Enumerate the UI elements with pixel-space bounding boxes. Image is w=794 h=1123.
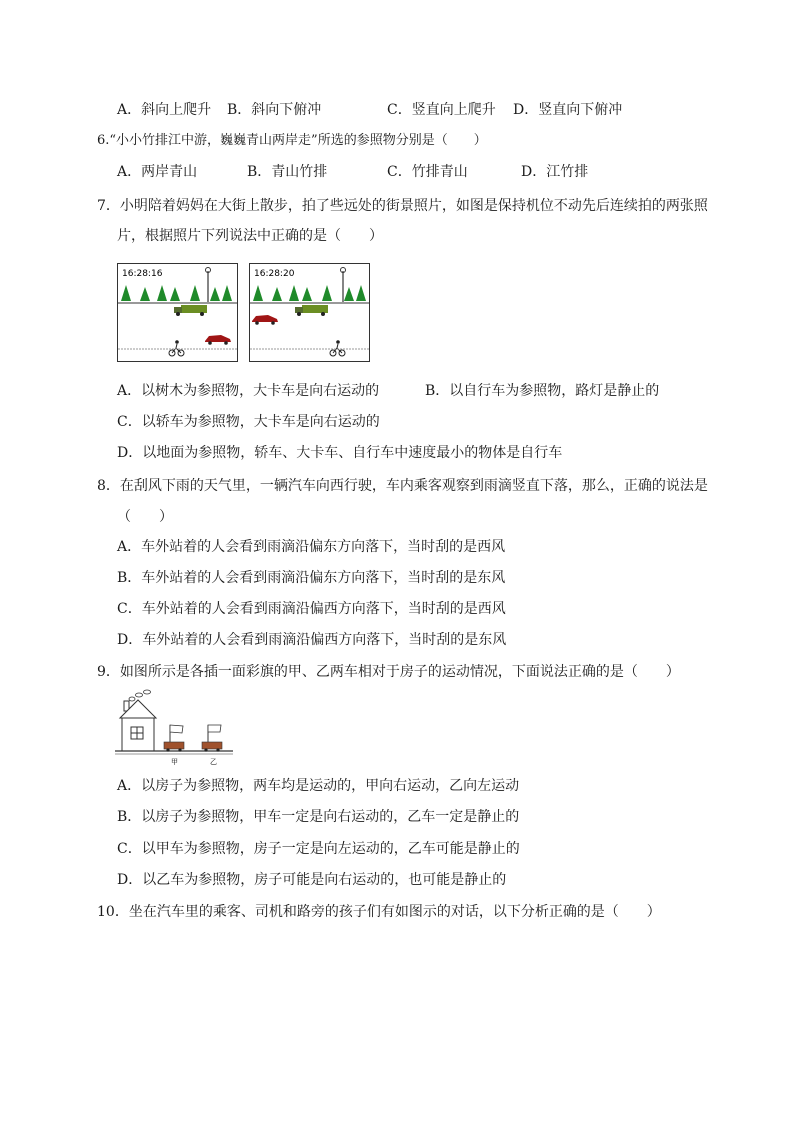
q9-option-b: B．以房子为参照物，甲车一定是向右运动的，乙车一定是静止的 xyxy=(117,809,520,825)
q5-option-d: D．竖直向下俯冲 xyxy=(513,102,623,118)
photo2-timestamp: 16:28:20 xyxy=(254,269,295,279)
q7-stem-line2: 片，根据照片下列说法中正确的是（ ） xyxy=(117,228,383,244)
q9-option-d: D．以乙车为参照物，房子可能是向右运动的，也可能是静止的 xyxy=(117,872,507,888)
q9-option-c: C．以甲车为参照物，房子一定是向左运动的，乙车可能是静止的 xyxy=(117,841,520,857)
house-icon xyxy=(120,700,156,751)
q8-option-a: A．车外站着的人会看到雨滴沿偏东方向落下，当时刮的是西风 xyxy=(117,539,506,555)
q5-option-a: A．斜向上爬升 xyxy=(117,102,212,118)
q6-option-c: C．竹排青山 xyxy=(387,164,468,180)
q7-option-d: D．以地面为参照物，轿车、大卡车、自行车中速度最小的物体是自行车 xyxy=(117,445,563,461)
q10-stem: 10．坐在汽车里的乘客、司机和路旁的孩子们有如图示的对话，以下分析正确的是（ ） xyxy=(97,904,661,920)
q8-stem-line2: （ ） xyxy=(117,509,173,525)
car-b-label: 乙 xyxy=(210,758,217,766)
car-a-label: 甲 xyxy=(171,758,178,766)
q7-option-c: C．以轿车为参照物，大卡车是向右运动的 xyxy=(117,414,380,430)
q5-option-c: C．竖直向上爬升 xyxy=(387,102,496,118)
car-a-icon xyxy=(164,725,184,752)
car-b-icon xyxy=(202,725,222,752)
q7-option-b: B．以自行车为参照物，路灯是静止的 xyxy=(425,383,660,399)
q8-stem-line1: 8．在刮风下雨的天气里，一辆汽车向西行驶，车内乘客观察到雨滴竖直下落，那么，正确的说法是 xyxy=(97,478,708,494)
q7-photo-1 xyxy=(117,263,238,362)
q9-stem: 9．如图所示是各插一面彩旗的甲、乙两车相对于房子的运动情况，下面说法正确的是（ ） xyxy=(97,664,680,680)
q7-stem-line1: 7．小明陪着妈妈在大街上散步，拍了些远处的街景照片，如图是保持机位不动先后连续拍的两张照 xyxy=(97,198,708,214)
q6-option-a: A．两岸青山 xyxy=(117,164,198,180)
q8-option-b: B．车外站着的人会看到雨滴沿偏东方向落下，当时刮的是东风 xyxy=(117,570,506,586)
smoke-icon xyxy=(129,690,151,701)
q7-option-a: A．以树木为参照物，大卡车是向右运动的 xyxy=(117,383,380,399)
q8-option-d: D．车外站着的人会看到雨滴沿偏西方向落下，当时刮的是东风 xyxy=(117,632,507,648)
q9-option-a: A．以房子为参照物，两车均是运动的，甲向右运动，乙向左运动 xyxy=(117,778,520,794)
q5-option-b: B．斜向下俯冲 xyxy=(227,102,322,118)
q7-photo-2 xyxy=(249,263,370,362)
photo1-timestamp: 16:28:16 xyxy=(122,269,163,279)
q6-stem: 6.“小小竹排江中游，巍巍青山两岸走”所选的参照物分别是（ ） xyxy=(97,133,487,148)
q6-option-d: D．江竹排 xyxy=(521,164,589,180)
q9-diagram xyxy=(113,688,235,770)
q6-option-b: B．青山竹排 xyxy=(247,164,328,180)
q8-option-c: C．车外站着的人会看到雨滴沿偏西方向落下，当时刮的是西风 xyxy=(117,601,506,617)
